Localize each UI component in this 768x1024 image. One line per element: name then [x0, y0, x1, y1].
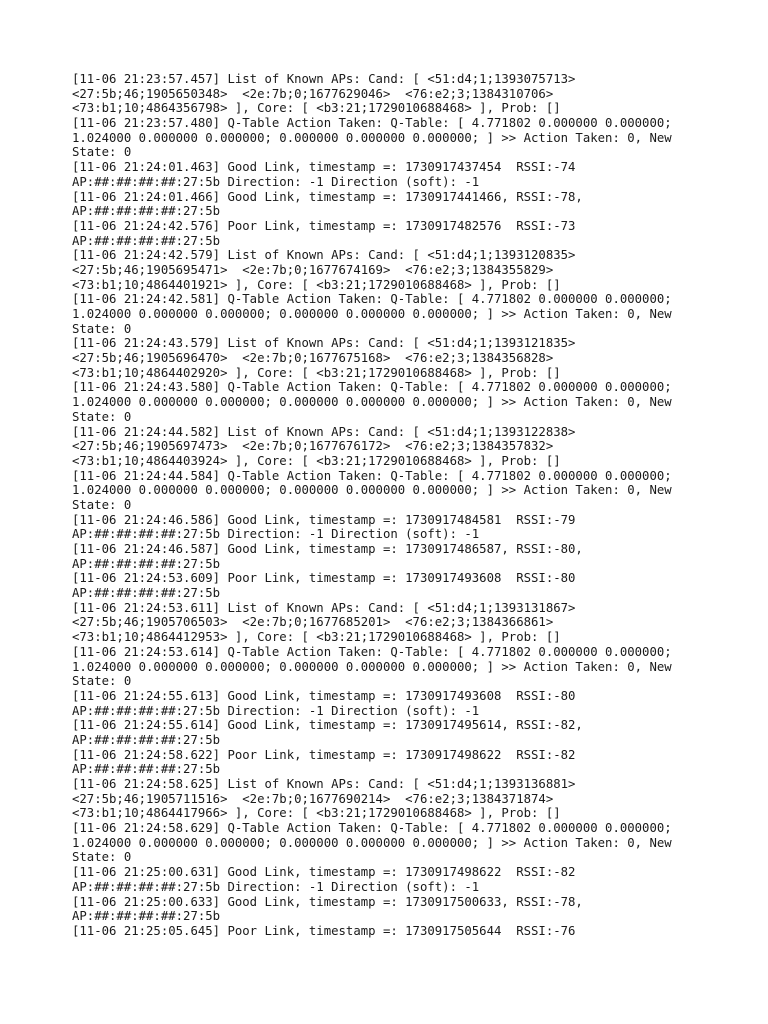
log-line: [11-06 21:24:44.582] List of Known APs: Cand: [ <51:d4;1;1393122838> [72, 424, 576, 439]
log-line: [11-06 21:24:55.613] Good Link, timestamp =: 1730917493608 RSSI:-80 [72, 688, 576, 703]
log-line: State: 0 [72, 497, 132, 512]
log-line: <73:b1;10;4864402920> ], Core: [ <b3:21;1729010688468> ], Prob: [] [72, 365, 561, 380]
log-line: [11-06 21:24:01.466] Good Link, timestamp =: 1730917441466, RSSI:-78, [72, 189, 583, 204]
log-line: [11-06 21:25:00.631] Good Link, timestamp =: 1730917498622 RSSI:-82 [72, 865, 576, 880]
log-line: AP:##:##:##:##:27:5b Direction: -1 Direction (soft): -1 [72, 527, 480, 542]
log-line: [11-06 21:24:53.614] Q-Table Action Taken: Q-Table: [ 4.771802 0.000000 0.000000; [72, 644, 672, 659]
log-line: AP:##:##:##:##:27:5b [72, 909, 221, 924]
log-line: [11-06 21:24:44.584] Q-Table Action Taken: Q-Table: [ 4.771802 0.000000 0.000000; [72, 468, 672, 483]
log-line: 1.024000 0.000000 0.000000; 0.000000 0.000000 0.000000; ] >> Action Taken: 0, New [72, 395, 672, 410]
log-line: State: 0 [72, 674, 132, 689]
log-line: AP:##:##:##:##:27:5b Direction: -1 Direction (soft): -1 [72, 174, 480, 189]
log-line: State: 0 [72, 321, 132, 336]
log-line: <73:b1;10;4864412953> ], Core: [ <b3:21;1729010688468> ], Prob: [] [72, 630, 561, 645]
log-line: <27:5b;46;1905711516> <2e:7b;0;1677690214> <76:e2;3;1384371874> [72, 791, 554, 806]
log-line: [11-06 21:24:43.580] Q-Table Action Taken: Q-Table: [ 4.771802 0.000000 0.000000; [72, 380, 672, 395]
log-line: <73:b1;10;4864403924> ], Core: [ <b3:21;1729010688468> ], Prob: [] [72, 453, 561, 468]
log-line: 1.024000 0.000000 0.000000; 0.000000 0.000000 0.000000; ] >> Action Taken: 0, New [72, 130, 672, 145]
log-line: AP:##:##:##:##:27:5b [72, 204, 221, 219]
log-line: 1.024000 0.000000 0.000000; 0.000000 0.000000 0.000000; ] >> Action Taken: 0, New [72, 835, 672, 850]
log-line: [11-06 21:24:53.609] Poor Link, timestamp =: 1730917493608 RSSI:-80 [72, 571, 576, 586]
log-line: AP:##:##:##:##:27:5b [72, 233, 221, 248]
log-line: State: 0 [72, 850, 132, 865]
log-line: <73:b1;10;4864417966> ], Core: [ <b3:21;1729010688468> ], Prob: [] [72, 806, 561, 821]
log-line: 1.024000 0.000000 0.000000; 0.000000 0.000000 0.000000; ] >> Action Taken: 0, New [72, 307, 672, 321]
log-line: [11-06 21:23:57.457] List of Known APs: Cand: [ <51:d4;1;1393075713> [72, 72, 576, 86]
log-line: AP:##:##:##:##:27:5b [72, 732, 221, 747]
log-line: [11-06 21:24:42.576] Poor Link, timestamp =: 1730917482576 RSSI:-73 [72, 218, 576, 233]
log-line: <27:5b;46;1905697473> <2e:7b;0;1677676172> <76:e2;3;1384357832> [72, 439, 554, 454]
log-line: [11-06 21:24:46.586] Good Link, timestamp =: 1730917484581 RSSI:-79 [72, 512, 576, 527]
log-line: [11-06 21:24:01.463] Good Link, timestamp =: 1730917437454 RSSI:-74 [72, 160, 576, 175]
log-line: [11-06 21:24:55.614] Good Link, timestamp =: 1730917495614, RSSI:-82, [72, 718, 583, 733]
log-line: AP:##:##:##:##:27:5b [72, 586, 221, 601]
log-line: <73:b1;10;4864356798> ], Core: [ <b3:21;1729010688468> ], Prob: [] [72, 101, 561, 116]
log-line: 1.024000 0.000000 0.000000; 0.000000 0.000000 0.000000; ] >> Action Taken: 0, New [72, 483, 672, 498]
log-line: [11-06 21:24:53.611] List of Known APs: Cand: [ <51:d4;1;1393131867> [72, 600, 576, 615]
log-line: AP:##:##:##:##:27:5b [72, 556, 221, 571]
log-line: [11-06 21:25:00.633] Good Link, timestamp =: 1730917500633, RSSI:-78, [72, 894, 583, 909]
log-line: <27:5b;46;1905650348> <2e:7b;0;1677629046> <76:e2;3;1384310706> [72, 86, 554, 101]
log-line: [11-06 21:24:58.622] Poor Link, timestamp =: 1730917498622 RSSI:-82 [72, 747, 576, 762]
log-line: AP:##:##:##:##:27:5b Direction: -1 Direction (soft): -1 [72, 879, 480, 894]
log-line: <73:b1;10;4864401921> ], Core: [ <b3:21;1729010688468> ], Prob: [] [72, 277, 561, 292]
log-line: [11-06 21:24:42.579] List of Known APs: Cand: [ <51:d4;1;1393120835> [72, 248, 576, 263]
log-line: 1.024000 0.000000 0.000000; 0.000000 0.000000 0.000000; ] >> Action Taken: 0, New [72, 659, 672, 674]
log-line: [11-06 21:25:05.645] Poor Link, timestamp =: 1730917505644 RSSI:-76 [72, 923, 576, 938]
log-line: [11-06 21:23:57.480] Q-Table Action Taken: Q-Table: [ 4.771802 0.000000 0.000000; [72, 116, 672, 131]
log-line: State: 0 [72, 145, 132, 160]
log-line: [11-06 21:24:46.587] Good Link, timestamp =: 1730917486587, RSSI:-80, [72, 542, 583, 556]
log-line: AP:##:##:##:##:27:5b Direction: -1 Direction (soft): -1 [72, 703, 480, 718]
log-line: State: 0 [72, 409, 132, 424]
log-line: <27:5b;46;1905696470> <2e:7b;0;1677675168> <76:e2;3;1384356828> [72, 351, 554, 366]
log-line: <27:5b;46;1905695471> <2e:7b;0;1677674169> <76:e2;3;1384355829> [72, 262, 554, 277]
log-line: [11-06 21:24:42.581] Q-Table Action Taken: Q-Table: [ 4.771802 0.000000 0.000000; [72, 292, 672, 307]
log-line: [11-06 21:24:58.629] Q-Table Action Taken: Q-Table: [ 4.771802 0.000000 0.000000; [72, 821, 672, 836]
log-output [72, 72, 696, 939]
log-line: [11-06 21:24:58.625] List of Known APs: Cand: [ <51:d4;1;1393136881> [72, 777, 576, 791]
log-line: <27:5b;46;1905706503> <2e:7b;0;1677685201> <76:e2;3;1384366861> [72, 615, 554, 630]
log-line: AP:##:##:##:##:27:5b [72, 762, 221, 777]
log-line: [11-06 21:24:43.579] List of Known APs: Cand: [ <51:d4;1;1393121835> [72, 336, 576, 351]
